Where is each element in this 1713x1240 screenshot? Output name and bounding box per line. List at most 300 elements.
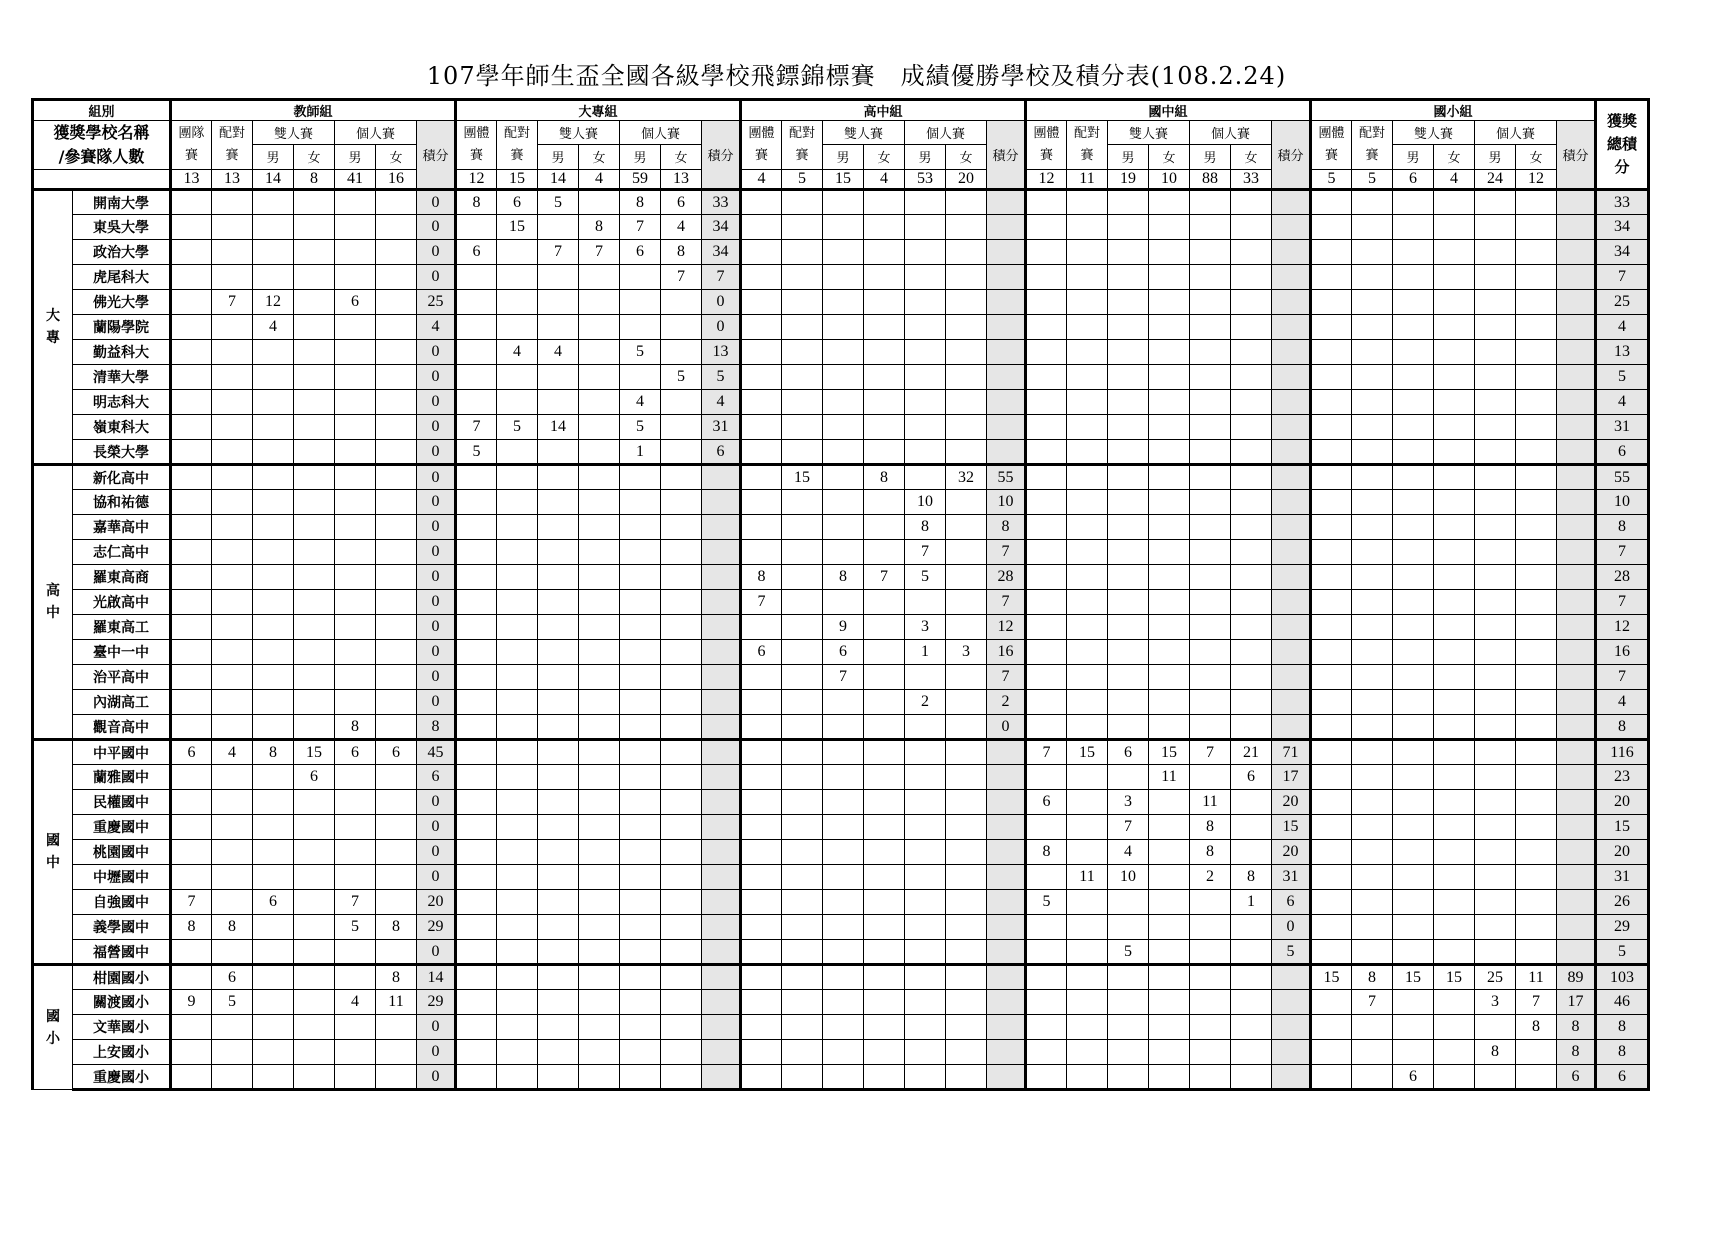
points-cell: [864, 865, 905, 890]
points-cell: [661, 665, 702, 690]
points-cell: [253, 690, 294, 715]
points-cell: [294, 940, 335, 965]
points-cell: [1393, 440, 1434, 465]
points-cell: [1190, 715, 1231, 740]
points-cell: [823, 940, 864, 965]
points-cell: [171, 540, 212, 565]
points-cell: [171, 340, 212, 365]
points-cell: [1434, 1015, 1475, 1040]
points-cell: [1108, 615, 1149, 640]
school-name: 嘉華高中: [73, 515, 171, 540]
points-cell: [1393, 390, 1434, 415]
male-header: 男: [1190, 144, 1231, 169]
points-cell: [212, 540, 253, 565]
points-cell: [1108, 415, 1149, 440]
score-cell: [987, 440, 1026, 465]
doubles-event-header: 雙人賽: [253, 121, 335, 145]
grand-total-cell: 7: [1596, 590, 1649, 615]
points-cell: [1393, 565, 1434, 590]
points-cell: [661, 840, 702, 865]
points-cell: [1393, 690, 1434, 715]
table-row: [33, 415, 1649, 440]
points-cell: [864, 990, 905, 1015]
points-cell: [497, 965, 538, 990]
score-header: 積分: [1272, 121, 1311, 190]
grand-total-cell: 103: [1596, 965, 1649, 990]
points-cell: [376, 865, 417, 890]
points-cell: [456, 265, 497, 290]
points-cell: [1393, 365, 1434, 390]
points-cell: [905, 715, 946, 740]
points-cell: [579, 790, 620, 815]
score-cell: [1557, 465, 1596, 490]
points-cell: [741, 265, 782, 290]
points-cell: [1434, 240, 1475, 265]
points-cell: [1434, 215, 1475, 240]
points-cell: [538, 840, 579, 865]
points-cell: [1108, 190, 1149, 215]
points-cell: [823, 690, 864, 715]
score-cell: 17: [1557, 990, 1596, 1015]
points-cell: 4: [620, 390, 661, 415]
school-name: 治平高中: [73, 665, 171, 690]
points-cell: [782, 840, 823, 865]
points-cell: [823, 190, 864, 215]
points-cell: [946, 390, 987, 415]
points-cell: [1516, 265, 1557, 290]
points-cell: [1516, 390, 1557, 415]
points-cell: [661, 815, 702, 840]
points-cell: [1231, 990, 1272, 1015]
points-cell: [497, 740, 538, 765]
score-cell: 8: [1557, 1040, 1596, 1065]
points-cell: [620, 915, 661, 940]
team-count: 10: [1149, 170, 1190, 190]
points-cell: [1352, 665, 1393, 690]
points-cell: [1149, 640, 1190, 665]
points-cell: [1311, 765, 1352, 790]
points-cell: [946, 315, 987, 340]
points-cell: [538, 515, 579, 540]
points-cell: [538, 740, 579, 765]
points-cell: [497, 790, 538, 815]
points-cell: [741, 240, 782, 265]
score-cell: 31: [1272, 865, 1311, 890]
points-cell: [497, 515, 538, 540]
team-count: 5: [782, 170, 823, 190]
points-cell: [661, 690, 702, 715]
score-cell: 4: [702, 390, 741, 415]
points-cell: [253, 240, 294, 265]
points-cell: [497, 665, 538, 690]
points-cell: [1393, 715, 1434, 740]
team-count: 16: [376, 170, 417, 190]
points-cell: [253, 415, 294, 440]
school-name: 光啟高中: [73, 590, 171, 615]
score-cell: [987, 265, 1026, 290]
grand-total-cell: 5: [1596, 365, 1649, 390]
points-cell: [1067, 1015, 1108, 1040]
points-cell: [1434, 815, 1475, 840]
score-cell: [1272, 240, 1311, 265]
points-cell: 8: [376, 915, 417, 940]
group-label: [33, 465, 73, 740]
points-cell: [661, 315, 702, 340]
grand-total-cell: 4: [1596, 315, 1649, 340]
team-count: 6: [1393, 170, 1434, 190]
points-cell: [212, 590, 253, 615]
points-cell: [1231, 590, 1272, 615]
points-cell: [741, 690, 782, 715]
singles-event-header: 個人賽: [620, 121, 702, 145]
points-cell: [335, 1015, 376, 1040]
points-cell: [335, 265, 376, 290]
score-cell: [1557, 565, 1596, 590]
points-cell: [1311, 840, 1352, 865]
group-label-text: 國中: [46, 833, 60, 871]
points-cell: [538, 290, 579, 315]
points-cell: [782, 265, 823, 290]
points-cell: [294, 490, 335, 515]
score-cell: [702, 1015, 741, 1040]
team-count: 4: [741, 170, 782, 190]
points-cell: [253, 490, 294, 515]
score-cell: [1272, 615, 1311, 640]
points-cell: 5: [620, 415, 661, 440]
points-cell: [1311, 990, 1352, 1015]
points-cell: 1: [620, 440, 661, 465]
points-cell: [253, 1065, 294, 1090]
points-cell: [661, 390, 702, 415]
points-cell: [1067, 565, 1108, 590]
table-row: [33, 265, 1649, 290]
points-cell: [1108, 990, 1149, 1015]
female-header: 女: [661, 144, 702, 169]
points-cell: [294, 790, 335, 815]
school-name: 民權國中: [73, 790, 171, 815]
points-cell: [905, 890, 946, 915]
points-cell: 2: [1190, 865, 1231, 890]
score-cell: 0: [417, 540, 456, 565]
points-cell: [253, 390, 294, 415]
points-cell: [905, 790, 946, 815]
score-cell: [1272, 590, 1311, 615]
points-cell: [1352, 690, 1393, 715]
points-cell: [253, 1040, 294, 1065]
school-name: 羅東高工: [73, 615, 171, 640]
school-name: 清華大學: [73, 365, 171, 390]
doubles-event-header: 雙人賽: [538, 121, 620, 145]
score-cell: [1272, 365, 1311, 390]
points-cell: [1190, 665, 1231, 690]
points-cell: [905, 765, 946, 790]
points-cell: [171, 240, 212, 265]
table-row: [33, 840, 1649, 865]
male-header: 男: [823, 144, 864, 169]
points-cell: [1231, 240, 1272, 265]
points-cell: [335, 965, 376, 990]
points-cell: [905, 240, 946, 265]
points-cell: [905, 915, 946, 940]
female-header: 女: [946, 144, 987, 169]
points-cell: 9: [823, 615, 864, 640]
grand-total-cell: 116: [1596, 740, 1649, 765]
points-cell: [171, 415, 212, 440]
points-cell: 4: [335, 990, 376, 1015]
points-cell: [335, 465, 376, 490]
grand-total-cell: 23: [1596, 765, 1649, 790]
points-cell: [212, 790, 253, 815]
points-cell: [823, 840, 864, 865]
points-cell: [1026, 565, 1067, 590]
points-cell: 7: [538, 240, 579, 265]
points-cell: [335, 665, 376, 690]
points-cell: [1108, 215, 1149, 240]
group-header: 組別: [33, 100, 171, 121]
points-cell: [1434, 990, 1475, 1015]
score-cell: 0: [417, 690, 456, 715]
points-cell: [1516, 690, 1557, 715]
grand-total-cell: 7: [1596, 540, 1649, 565]
points-cell: [1516, 290, 1557, 315]
score-cell: 0: [417, 215, 456, 240]
points-cell: 6: [253, 890, 294, 915]
points-cell: [661, 715, 702, 740]
score-cell: 0: [417, 1015, 456, 1040]
score-cell: [987, 740, 1026, 765]
points-cell: [579, 615, 620, 640]
points-cell: [579, 915, 620, 940]
points-cell: [212, 240, 253, 265]
points-cell: 8: [456, 190, 497, 215]
points-cell: [620, 840, 661, 865]
points-cell: [946, 1015, 987, 1040]
points-cell: [538, 490, 579, 515]
points-cell: [946, 865, 987, 890]
points-cell: [1311, 290, 1352, 315]
points-cell: [335, 340, 376, 365]
points-cell: [741, 390, 782, 415]
points-cell: [1434, 190, 1475, 215]
score-cell: [1557, 690, 1596, 715]
points-cell: [1108, 890, 1149, 915]
score-cell: [1272, 640, 1311, 665]
points-cell: [1516, 915, 1557, 940]
points-cell: [1352, 640, 1393, 665]
points-cell: [1190, 1040, 1231, 1065]
points-cell: [1434, 740, 1475, 765]
points-cell: [1149, 440, 1190, 465]
points-cell: [1434, 365, 1475, 390]
points-cell: [171, 690, 212, 715]
score-cell: 20: [1272, 790, 1311, 815]
points-cell: [1231, 615, 1272, 640]
points-cell: [1516, 765, 1557, 790]
points-cell: [1434, 765, 1475, 790]
points-cell: [294, 965, 335, 990]
team-count: 8: [294, 170, 335, 190]
points-cell: [335, 540, 376, 565]
score-cell: [1557, 890, 1596, 915]
points-cell: [1231, 515, 1272, 540]
score-cell: 45: [417, 740, 456, 765]
points-cell: [782, 765, 823, 790]
points-cell: [661, 565, 702, 590]
points-cell: [456, 365, 497, 390]
points-cell: [294, 340, 335, 365]
points-cell: [497, 815, 538, 840]
school-name: 開南大學: [73, 190, 171, 215]
points-cell: [376, 240, 417, 265]
points-cell: [497, 590, 538, 615]
points-cell: 11: [1190, 790, 1231, 815]
pair-event-header: 配對 賽: [1067, 121, 1108, 170]
points-cell: [456, 715, 497, 740]
points-cell: [782, 1040, 823, 1065]
grand-total-cell: 25: [1596, 290, 1649, 315]
points-cell: [579, 340, 620, 365]
points-cell: [1149, 665, 1190, 690]
points-cell: 7: [864, 565, 905, 590]
points-cell: [212, 415, 253, 440]
team-count: 33: [1231, 170, 1272, 190]
points-cell: [1149, 390, 1190, 415]
points-cell: [741, 415, 782, 440]
table-row: [33, 465, 1649, 490]
table-row: [33, 1065, 1649, 1090]
points-cell: [538, 1065, 579, 1090]
points-cell: [497, 990, 538, 1015]
points-cell: [1067, 340, 1108, 365]
points-cell: [823, 315, 864, 340]
score-cell: 34: [702, 240, 741, 265]
points-cell: [1190, 1015, 1231, 1040]
points-cell: [335, 515, 376, 540]
points-cell: [1026, 390, 1067, 415]
table-row: [33, 290, 1649, 315]
score-cell: 8: [1557, 1015, 1596, 1040]
points-cell: [497, 390, 538, 415]
score-cell: 7: [987, 590, 1026, 615]
points-cell: [823, 1040, 864, 1065]
points-cell: [620, 490, 661, 515]
points-cell: [335, 565, 376, 590]
points-cell: [1311, 865, 1352, 890]
points-cell: [1190, 190, 1231, 215]
score-cell: [1557, 590, 1596, 615]
points-cell: [864, 965, 905, 990]
points-cell: [456, 490, 497, 515]
points-cell: [1311, 540, 1352, 565]
points-cell: [1311, 590, 1352, 615]
points-cell: [171, 190, 212, 215]
points-cell: [1434, 465, 1475, 490]
points-cell: 8: [335, 715, 376, 740]
points-cell: [741, 365, 782, 390]
points-cell: [1516, 565, 1557, 590]
score-cell: [1272, 540, 1311, 565]
points-cell: [946, 415, 987, 440]
points-cell: 4: [538, 340, 579, 365]
points-cell: [456, 215, 497, 240]
points-cell: [579, 440, 620, 465]
points-cell: [456, 340, 497, 365]
score-cell: [1272, 1040, 1311, 1065]
points-cell: [1352, 415, 1393, 440]
score-cell: [702, 940, 741, 965]
score-cell: [1557, 665, 1596, 690]
score-cell: [1557, 765, 1596, 790]
points-cell: [661, 765, 702, 790]
points-cell: [335, 1040, 376, 1065]
points-cell: [661, 890, 702, 915]
team-count: 13: [171, 170, 212, 190]
points-cell: [1516, 340, 1557, 365]
points-cell: [1393, 990, 1434, 1015]
points-cell: [456, 1065, 497, 1090]
points-cell: [823, 265, 864, 290]
points-cell: [620, 290, 661, 315]
points-cell: [171, 565, 212, 590]
points-cell: [620, 990, 661, 1015]
points-cell: [253, 940, 294, 965]
points-cell: [1190, 890, 1231, 915]
points-cell: [538, 990, 579, 1015]
score-cell: 6: [417, 765, 456, 790]
points-cell: 8: [661, 240, 702, 265]
points-cell: [1108, 640, 1149, 665]
points-cell: [1475, 490, 1516, 515]
points-cell: [212, 865, 253, 890]
points-cell: [376, 940, 417, 965]
points-cell: [1231, 190, 1272, 215]
points-cell: [253, 990, 294, 1015]
points-cell: 6: [620, 240, 661, 265]
points-cell: [1026, 515, 1067, 540]
points-cell: 8: [1190, 840, 1231, 865]
points-cell: [538, 465, 579, 490]
points-cell: [171, 640, 212, 665]
points-cell: [1067, 940, 1108, 965]
points-cell: 7: [661, 265, 702, 290]
points-cell: [1190, 640, 1231, 665]
points-cell: [253, 615, 294, 640]
points-cell: [212, 665, 253, 690]
points-cell: [661, 965, 702, 990]
points-cell: [1516, 465, 1557, 490]
points-cell: 7: [1026, 740, 1067, 765]
points-cell: 25: [1475, 965, 1516, 990]
points-cell: [1393, 465, 1434, 490]
team-count: 15: [823, 170, 864, 190]
points-cell: [661, 340, 702, 365]
points-cell: [497, 290, 538, 315]
points-cell: [620, 640, 661, 665]
points-cell: [1067, 990, 1108, 1015]
points-cell: [661, 490, 702, 515]
points-cell: [946, 765, 987, 790]
points-cell: [1516, 365, 1557, 390]
points-cell: [905, 1040, 946, 1065]
score-cell: 0: [417, 815, 456, 840]
points-cell: [1311, 240, 1352, 265]
points-cell: 3: [946, 640, 987, 665]
points-cell: [1026, 315, 1067, 340]
points-cell: [1231, 640, 1272, 665]
table-row: [33, 215, 1649, 240]
points-cell: [1352, 540, 1393, 565]
points-cell: [579, 490, 620, 515]
